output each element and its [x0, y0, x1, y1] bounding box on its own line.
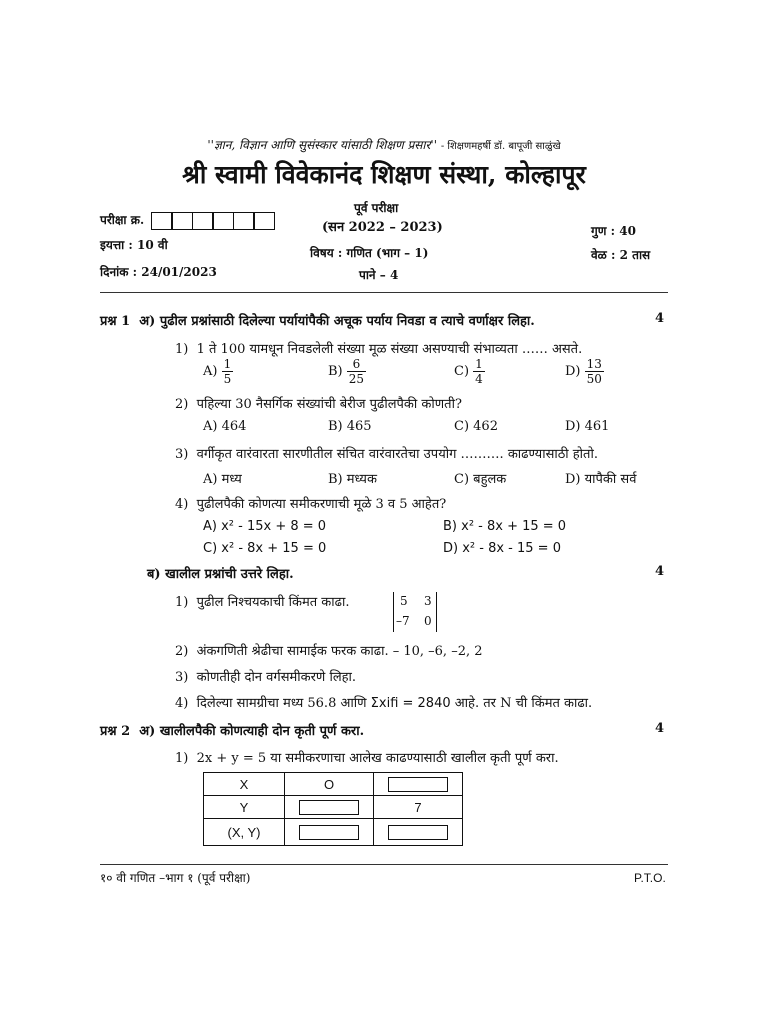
item-text-after: आहे. तर N ची किंमत काढा.	[454, 696, 593, 711]
table-cell	[285, 819, 374, 846]
option-a: A) मध्य	[203, 472, 242, 487]
motto-attribution: - शिक्षणमहर्षी डॉ. बापूजी साळुंखे	[440, 141, 561, 152]
numerator: 1	[475, 357, 483, 371]
det-c: –7	[396, 614, 410, 628]
option-b: B) मध्यक	[328, 472, 377, 487]
activity-table	[203, 772, 463, 846]
determinant	[393, 592, 437, 632]
sum-formula: Σxifi = 2840	[370, 696, 451, 711]
item-number: 1)	[175, 751, 189, 766]
q2a-title: खालीलपैकी कोणत्याही दोन कृती पूर्ण करा.	[159, 724, 365, 739]
table-cell	[374, 819, 463, 846]
denominator: 4	[475, 372, 483, 386]
option-d: D) 461	[565, 419, 610, 434]
q1a-item-4	[175, 494, 446, 512]
q1a-item-3	[175, 444, 598, 462]
item-text-before: दिलेल्या सामग्रीचा मध्य 56.8 आणि	[196, 696, 367, 711]
fraction	[585, 357, 604, 386]
exam-year: (सन 2022 – 2023)	[322, 220, 443, 235]
time-label: वेळ : 2 तास	[591, 248, 651, 262]
answer-box[interactable]	[299, 800, 359, 815]
answer-box[interactable]	[388, 825, 448, 840]
denominator: 5	[223, 372, 232, 386]
item-text: पहिल्या 30 नैसर्गिक संख्यांची बेरीज पुढीलपैकी कोणती?	[196, 397, 462, 412]
denominator: 50	[586, 372, 602, 386]
numerator: 1	[223, 357, 232, 371]
exam-number-boxes[interactable]	[152, 212, 275, 230]
q2a-item-1	[175, 748, 559, 766]
pages-label: पाने – 4	[359, 268, 399, 282]
answer-box[interactable]	[299, 825, 359, 840]
denominator: 25	[348, 372, 365, 386]
q1-label: प्रश्न 1	[100, 314, 131, 329]
option-c: C) बहुलक	[454, 472, 507, 487]
q1-heading	[100, 311, 535, 329]
option-b: B) 465	[328, 419, 372, 434]
item-number: 2)	[175, 397, 189, 412]
q2a-label: अ)	[139, 724, 156, 739]
numerator: 13	[586, 357, 602, 371]
q1b-marks: 4	[655, 564, 665, 579]
option-c	[454, 357, 485, 386]
table-cell	[374, 773, 463, 796]
table-cell: O	[285, 773, 374, 796]
q1a-label: अ)	[139, 314, 156, 329]
fraction	[222, 357, 234, 386]
row-head: X	[204, 773, 285, 796]
item-number: 3)	[175, 447, 189, 462]
motto-line	[0, 136, 768, 153]
q1a-item-1	[175, 339, 582, 357]
option-b	[328, 357, 366, 386]
table-cell: 7	[374, 796, 463, 819]
q1b-item-2	[175, 641, 483, 659]
item-number: 4)	[175, 696, 189, 711]
q2-label: प्रश्न 2	[100, 724, 131, 739]
class-label: इयत्ता : 10 वी	[100, 238, 168, 252]
exam-number-field	[100, 211, 275, 230]
det-b: 3	[424, 594, 432, 608]
item-number: 2)	[175, 644, 189, 659]
item-text: 2x + y = 5 या समीकरणाचा आलेख काढण्यासाठी खालील कृती पूर्ण करा.	[196, 751, 559, 766]
option-a: A) 464	[203, 419, 247, 434]
item-number: 1)	[175, 595, 189, 610]
q2a-marks: 4	[655, 721, 665, 736]
footer-pto: P.T.O.	[634, 871, 666, 885]
det-d: 0	[424, 614, 432, 628]
q1a-title: पुढील प्रश्नांसाठी दिलेल्या पर्यायांपैकी अचूक पर्याय निवडा व त्याचे वर्णाक्षर लिहा.	[159, 314, 535, 329]
option-d: D) x² - 8x - 15 = 0	[443, 541, 561, 556]
q1b-item-1	[175, 592, 349, 610]
option-c: C) x² - 8x + 15 = 0	[203, 541, 327, 556]
footer-left: १० वी गणित –भाग १ (पूर्व परीक्षा)	[100, 871, 251, 885]
row-head: (X, Y)	[204, 819, 285, 846]
option-a	[203, 357, 233, 386]
subject-label: विषय : गणित (भाग – 1)	[310, 246, 429, 260]
item-number: 1)	[175, 342, 189, 357]
q1b-title: खालील प्रश्नांची उत्तरे लिहा.	[165, 567, 294, 582]
institution-title: श्री स्वामी विवेकानंद शिक्षण संस्था, कोल्हापूर	[182, 160, 586, 189]
item-text: अंकगणिती श्रेढीचा सामाईक फरक काढा. – 10, –6, –2, 2	[196, 644, 483, 659]
total-marks: गुण : 40	[591, 224, 636, 238]
row-head: Y	[204, 796, 285, 819]
item-text: 1 ते 100 यामधून निवडलेली संख्या मूळ संख्या असण्याची संभाव्यता …… असते.	[196, 342, 583, 357]
q1b-heading	[147, 564, 294, 582]
option-b: B) x² - 8x + 15 = 0	[443, 519, 567, 534]
option-d: D) यापैकी सर्व	[565, 472, 637, 487]
motto-text: ''ज्ञान, विज्ञान आणि सुसंस्कार यांसाठी शिक्षण प्रसार''	[207, 138, 438, 152]
item-text: वर्गीकृत वारंवारता सारणीतील संचित वारंवारतेचा उपयोग ………. काढण्यासाठी होतो.	[196, 447, 598, 462]
option-c: C) 462	[454, 419, 498, 434]
table-row	[204, 773, 463, 796]
option-d	[565, 357, 604, 386]
option-a: A) x² - 15x + 8 = 0	[203, 519, 327, 534]
q1a-item-2	[175, 394, 462, 412]
header-divider	[100, 292, 668, 293]
date-label: दिनांक : 24/01/2023	[100, 265, 217, 279]
item-number: 4)	[175, 497, 189, 512]
det-a: 5	[400, 594, 408, 608]
item-text: पुढील निश्चयकाची किंमत काढा.	[196, 595, 350, 610]
exam-type: पूर्व परीक्षा	[354, 201, 399, 215]
q1a-marks: 4	[655, 311, 665, 326]
exam-number-label: परीक्षा क्र.	[100, 213, 145, 227]
footer-divider	[100, 864, 668, 865]
option-letter: B)	[328, 364, 343, 379]
option-letter: C)	[454, 364, 470, 379]
q1b-item-4	[175, 693, 592, 711]
table-row	[204, 819, 463, 846]
table-row	[204, 796, 463, 819]
fraction	[473, 357, 485, 386]
item-number: 3)	[175, 670, 189, 685]
fraction	[347, 357, 366, 386]
option-letter: A)	[203, 364, 218, 379]
numerator: 6	[347, 357, 366, 372]
answer-box[interactable]	[388, 777, 448, 792]
q1b-label: ब)	[147, 567, 161, 582]
table-cell	[285, 796, 374, 819]
q2-heading	[100, 721, 364, 739]
item-text: पुढीलपैकी कोणत्या समीकरणाची मूळे 3 व 5 आहेत?	[196, 497, 447, 512]
item-text: कोणतीही दोन वर्गसमीकरणे लिहा.	[196, 670, 357, 685]
option-letter: D)	[565, 364, 581, 379]
q1b-item-3	[175, 667, 356, 685]
